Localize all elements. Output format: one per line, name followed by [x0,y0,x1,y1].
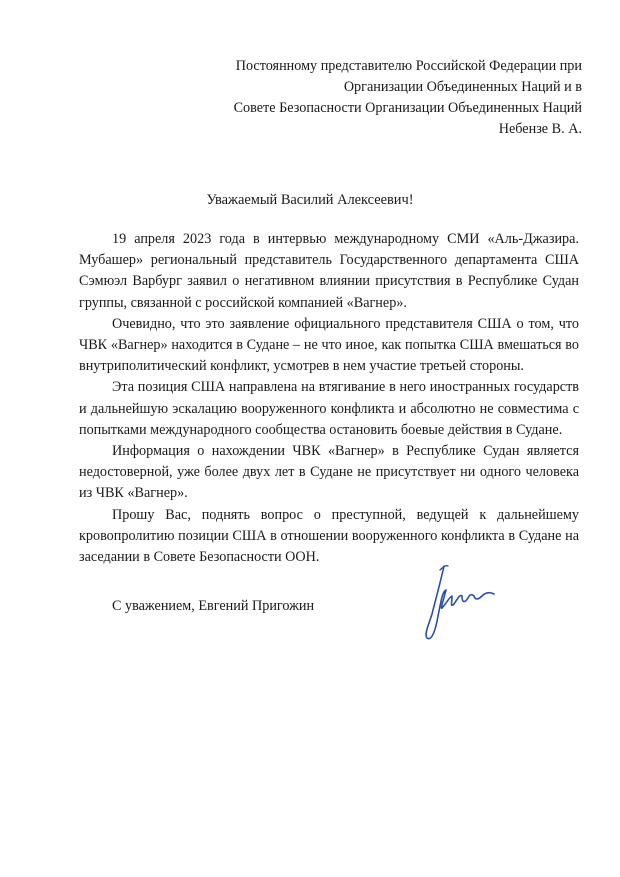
paragraph-1: 19 апреля 2023 года в интервью международному СМИ «Аль-Джазира. Мубашер» региональный представитель Государственного департамента США Сэмюэл Варбург заявил о негативном влиянии присутствия в Республике Судан группы, связанной с российской компанией «Вагнер». [79,231,579,311]
paragraph-5: Прошу Вас, поднять вопрос о преступной, ведущей к дальнейшему кровопролитию позиции США в отношении вооруженного конфликта в Судане на заседании в Совете Безопасности ООН. [79,506,579,566]
addressee-block [162,56,582,140]
handwritten-signature [414,562,504,642]
paragraph-2: Очевидно, что это заявление официального представителя США о том, что ЧВК «Вагнер» находится в Судане – не что иное, как попытка США вмешаться во внутриполитический конфликт, усмотрев в нем участие третьей стороны. [79,315,579,375]
paragraph-3: Эта позиция США направлена на втягивание в него иностранных государств и дальнейшую эскалацию вооруженного конфликта и абсолютно не совместима с попытками международного сообщества остановить боевые действия в Судане. [79,379,579,438]
closing-signoff: С уважением, Евгений Пригожин [112,598,315,614]
signature-stroke-loop [426,566,494,639]
addressee-line-3: Совете Безопасности Организации Объединенных Наций [233,100,582,116]
addressee-line-2: Организации Объединенных Наций и в [343,79,582,95]
letter-body [79,229,579,568]
greeting: Уважаемый Василий Алексеевич! [206,192,414,208]
addressee-line-1: Постоянному представителю Российской Федерации при [235,58,582,74]
addressee-name: Небензе В. А. [498,121,582,137]
paragraph-4: Информация о нахождении ЧВК «Вагнер» в Республике Судан является недостоверной, уже более двух лет в Судане не присутствует ни одного человека из ЧВК «Вагнер». [79,443,579,502]
